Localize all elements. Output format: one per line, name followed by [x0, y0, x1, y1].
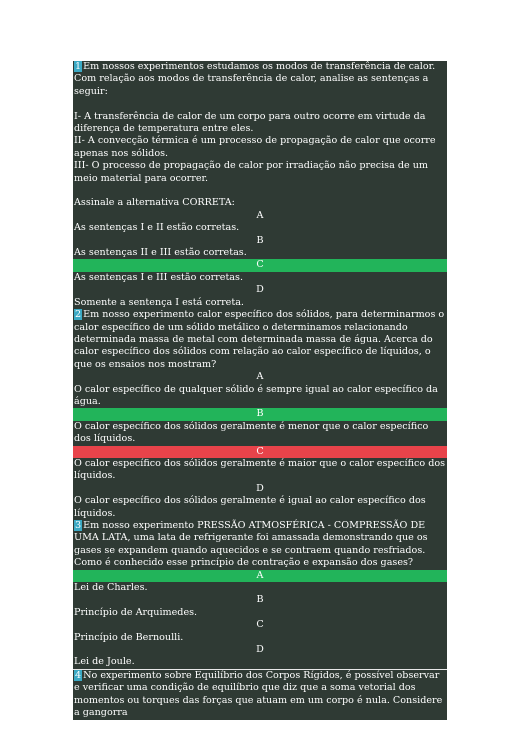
option-letter: C: [73, 446, 447, 458]
answer-option[interactable]: [73, 210, 447, 235]
question-text-line: Em nossos experimentos estudamos os modos de transferência de calor. Com relação aos modos de transferência de calor, analise as sentenças a seguir:: [74, 61, 436, 97]
option-letter: D: [256, 482, 264, 494]
option-letter: C: [256, 619, 264, 631]
option-letter: A: [73, 570, 447, 582]
question-text: [73, 520, 447, 570]
question-number-badge: 3: [75, 520, 82, 531]
question-text: [73, 197, 447, 209]
question-block: [73, 520, 447, 669]
question-number-badge: 4: [75, 669, 82, 681]
answer-option[interactable]: [73, 570, 447, 595]
question-number-badge: 1: [75, 61, 82, 72]
question-text-line: I- A transferência de calor de um corpo para outro ocorre em virtude da diferença de temperatura entre eles.: [74, 110, 426, 135]
answer-option[interactable]: [73, 446, 447, 483]
question-block: [73, 309, 447, 520]
question-text-line: Em nosso experimento calor específico dos sólidos, para determinarmos o calor específico de um sólido metálico o determinamos relacionando determinada massa de metal com determinada massa de água. Acerca do calor específico dos sólidos com relação ao calor específico de líquidos, o que os ensaios nos mostram?: [74, 309, 445, 370]
option-text: As sentenças I e III estão corretas.: [74, 271, 243, 283]
option-letter: C: [73, 259, 447, 271]
question-text-line: Em nosso experimento PRESSÃO ATMOSFÉRICA - COMPRESSÃO DE UMA LATA, uma lata de refrigerante foi amassada demonstrando que os gases se expandem quando aquecidos e se contraem quando resfriados. Como é conhecido esse princípio de contração e expansão dos gases?: [74, 520, 428, 569]
option-text: Princípio de Arquimedes.: [74, 606, 198, 618]
question-block: [73, 670, 447, 720]
question-text: [73, 309, 447, 371]
question-text-line: No experimento sobre Equilíbrio dos Corpos Rígidos, é possível observar e verificar uma condição de equilíbrio que diz que a soma vetorial dos momentos ou torques das forças que atuam em um corpo é nula. Considere a gangorra: [74, 669, 443, 719]
answer-option[interactable]: [73, 235, 447, 260]
option-text: Lei de Joule.: [74, 656, 135, 668]
blank-line: [73, 185, 447, 197]
question-text-line: II- A convecção térmica é um processo de propagação de calor que ocorre apenas nos sólidos.: [74, 135, 436, 159]
option-text: Princípio de Bernoulli.: [74, 631, 184, 643]
answer-option[interactable]: [73, 619, 447, 644]
option-letter: B: [73, 408, 447, 420]
question-block: [73, 61, 447, 309]
question-text-line: III- O processo de propagação de calor por irradiação não precisa de um meio material para ocorrer.: [74, 160, 429, 184]
answer-option[interactable]: [73, 371, 447, 408]
quiz-document: [73, 61, 447, 720]
option-text: Somente a sentença I está correta.: [74, 296, 244, 308]
question-text: [73, 135, 447, 160]
question-number-badge: 2: [75, 309, 82, 321]
option-text: As sentenças I e II estão corretas.: [74, 222, 240, 234]
answer-option[interactable]: [73, 483, 447, 520]
answer-option[interactable]: [73, 594, 447, 619]
option-letter: D: [256, 284, 264, 296]
option-letter: A: [256, 371, 264, 383]
option-text: O calor específico dos sólidos geralmente é igual ao calor específico dos líquidos.: [74, 495, 426, 519]
option-letter: B: [256, 594, 264, 606]
answer-option[interactable]: [73, 408, 447, 445]
question-text: [73, 61, 447, 98]
question-text: [73, 111, 447, 136]
option-text: As sentenças II e III estão corretas.: [74, 247, 247, 259]
blank-line: [73, 98, 447, 110]
option-letter: D: [256, 644, 264, 656]
question-text: [73, 160, 447, 185]
option-letter: A: [256, 209, 264, 221]
question-text-line: Assinale a alternativa CORRETA:: [74, 197, 235, 209]
question-text: [73, 670, 447, 720]
option-text: O calor específico dos sólidos geralmente é maior que o calor específico dos líquidos.: [74, 457, 446, 482]
option-text: O calor específico de qualquer sólido é sempre igual ao calor específico da água.: [74, 383, 438, 407]
answer-option[interactable]: [73, 644, 447, 669]
option-text: Lei de Charles.: [74, 582, 148, 594]
answer-option[interactable]: [73, 284, 447, 309]
option-letter: B: [256, 234, 264, 246]
answer-option[interactable]: [73, 259, 447, 284]
option-text: O calor específico dos sólidos geralmente é menor que o calor específico dos líquidos.: [74, 420, 429, 445]
